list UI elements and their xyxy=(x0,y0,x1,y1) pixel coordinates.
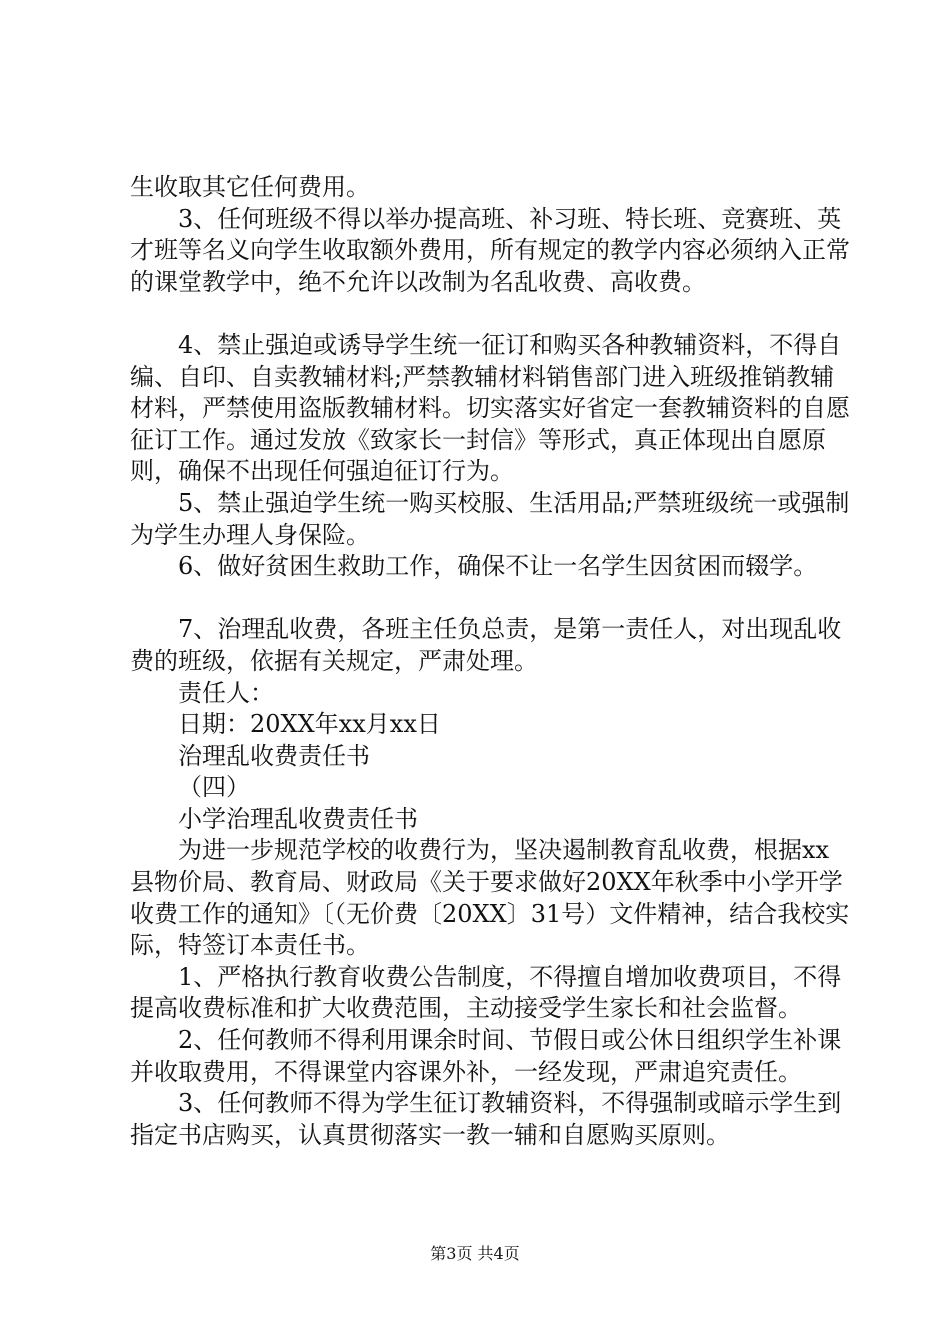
paragraph-item-5: 5、禁止强迫学生统一购买校服、生活用品;严禁班级统一或强制为学生办理人身保险。 xyxy=(130,488,850,549)
paragraph-gap xyxy=(130,298,850,330)
paragraph-rule-2: 2、任何教师不得利用课余时间、节假日或公休日组织学生补课并收取费用，不得课堂内容课外补，一经发现，严肃追究责任。 xyxy=(130,1026,842,1086)
date-line: 日期：20XX年xx月xx日 xyxy=(178,710,441,739)
paragraph-rule-3: 3、任何教师不得为学生征订教辅资料，不得强制或暗示学生到指定书店购买，认真贯彻落实一教一辅和自愿购买原则。 xyxy=(130,1089,842,1149)
paragraph-item-4: 4、禁止强迫或诱导学生统一征订和购买各种教辅资料，不得自编、自印、自卖教辅材料;严禁教辅材料销售部门进入班级推销教辅材料，严禁使用盗版教辅材料。切实落实好省定一套教辅资料的自愿征订工作。通过发放《致家长一封信》等形式，真正体现出自愿原则，确保不出现任何强迫征订行为。 xyxy=(130,330,850,486)
paragraph-item-6: 6、做好贫困生救助工作，确保不让一名学生因贫困而辍学。 xyxy=(178,552,818,581)
paragraph-intro: 为进一步规范学校的收费行为，坚决遏制教育乱收费，根据xx县物价局、教育局、财政局《关于要求做好20XX年秋季中小学开学收费工作的通知》〔（无价费〔20XX〕31号）文件精神，结合我校实际，特签订本责任书。 xyxy=(130,836,850,960)
page-footer: 第3页 共4页 xyxy=(430,1244,520,1263)
section-number: （四） xyxy=(178,773,250,802)
document-title: 小学治理乱收费责任书 xyxy=(178,804,418,833)
paragraph-item-7: 7、治理乱收费，各班主任负总责，是第一责任人，对出现乱收费的班级，依据有关规定，严肃处理。 xyxy=(130,615,842,675)
paragraph-gap xyxy=(130,583,850,615)
paragraph-item-3: 3、任何班级不得以举办提高班、补习班、特长班、竞赛班、英才班等名义向学生收取额外费用，所有规定的教学内容必须纳入正常的课堂教学中，绝不允许以改制为名乱收费、高收费。 xyxy=(130,204,850,296)
responsible-person-label: 责任人： xyxy=(178,678,274,707)
paragraph-continuation: 生收取其它任何费用。 xyxy=(130,173,370,201)
paragraph-rule-1: 1、严格执行教育收费公告制度，不得擅自增加收费项目，不得提高收费标准和扩大收费范围，主动接受学生家长和社会监督。 xyxy=(130,962,842,1023)
document-body xyxy=(130,172,850,1151)
section-title: 治理乱收费责任书 xyxy=(178,741,370,770)
